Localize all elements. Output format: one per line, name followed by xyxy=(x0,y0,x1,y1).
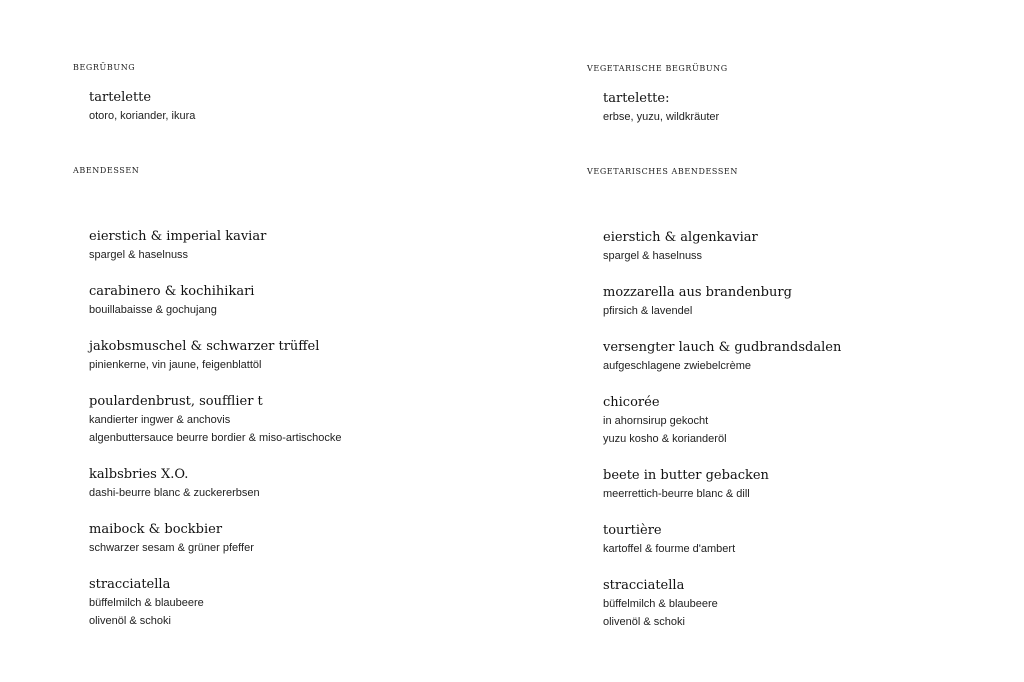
menu-item-name: mozzarella aus brandenburg xyxy=(603,285,792,300)
menu-item-description: schwarzer sesam & grüner pfeffer xyxy=(89,542,254,554)
menu-item-description: yuzu kosho & korianderöl xyxy=(603,433,727,445)
menu-item-name: stracciatella xyxy=(603,578,685,593)
menu-item-description: dashi-beurre blanc & zuckererbsen xyxy=(89,487,260,499)
menu-item-description: kandierter ingwer & anchovis xyxy=(89,414,231,426)
menu-item xyxy=(603,394,727,448)
menu-item-description: pfirsich & lavendel xyxy=(603,305,693,317)
menu-item-name: beete in butter gebacken xyxy=(603,468,769,483)
menu-item-name: jakobsmuschel & schwarzer trüffel xyxy=(89,339,320,354)
menu-item-description: otoro, koriander, ikura xyxy=(89,110,196,122)
section-heading-vegetarian-welcome: VEGETARISCHE BEGRÜBUNG xyxy=(587,64,728,73)
menu-item-name: tourtière xyxy=(603,523,662,538)
menu-item-description: bouillabaisse & gochujang xyxy=(89,304,217,316)
menu-item-name: stracciatella xyxy=(89,577,171,592)
menu-column-right xyxy=(512,0,1024,682)
menu-item-name: tartelette: xyxy=(603,91,670,106)
menu-item-name: eierstich & imperial kaviar xyxy=(89,229,267,244)
menu-item-name: carabinero & kochihikari xyxy=(89,284,255,299)
menu-item-description: büffelmilch & blaubeere xyxy=(89,597,204,609)
menu-item-description: olivenöl & schoki xyxy=(89,615,171,627)
menu-item-description: aufgeschlagene zwiebelcrème xyxy=(603,360,751,372)
menu-item-description: meerrettich-beurre blanc & dill xyxy=(603,488,750,500)
menu-item-name: tartelette xyxy=(89,90,152,105)
menu-item xyxy=(603,229,758,265)
menu-item xyxy=(603,284,792,320)
menu-item-description: pinienkerne, vin jaune, feigenblattöl xyxy=(89,359,262,371)
menu-item xyxy=(89,338,319,374)
section-heading-welcome: BEGRÜBUNG xyxy=(73,63,136,72)
menu-column-left xyxy=(0,0,510,682)
menu-item xyxy=(603,577,718,631)
menu-item-description: algenbuttersauce beurre bordier & miso-artischocke xyxy=(89,432,342,444)
menu-item xyxy=(89,228,266,264)
menu-item xyxy=(89,466,260,502)
menu-item xyxy=(89,393,342,447)
menu-item-description: olivenöl & schoki xyxy=(603,616,685,628)
menu-item-description: spargel & haselnuss xyxy=(603,250,703,262)
menu-item xyxy=(89,521,254,557)
menu-item xyxy=(603,339,841,375)
menu-item-welcome xyxy=(89,89,195,125)
menu-item-name: eierstich & algenkaviar xyxy=(603,230,758,245)
menu-item-name: poulardenbrust, soufflier t xyxy=(89,394,263,409)
menu-item-description: kartoffel & fourme d'ambert xyxy=(603,543,736,555)
menu-item xyxy=(89,576,204,630)
menu-item-description: in ahornsirup gekocht xyxy=(603,415,709,427)
menu-item-name: kalbsbries X.O. xyxy=(89,467,189,482)
menu-item-welcome xyxy=(603,90,719,126)
menu-item-description: büffelmilch & blaubeere xyxy=(603,598,718,610)
menu-item-description: erbse, yuzu, wildkräuter xyxy=(603,111,720,123)
section-heading-dinner: ABENDESSEN xyxy=(73,166,140,175)
section-heading-vegetarian-dinner: VEGETARISCHES ABENDESSEN xyxy=(587,167,738,176)
menu-item-description: spargel & haselnuss xyxy=(89,249,189,261)
menu-item xyxy=(603,522,735,558)
menu-item xyxy=(89,283,254,319)
menu-item xyxy=(603,467,769,503)
menu-item-name: versengter lauch & gudbrandsdalen xyxy=(603,340,842,355)
menu-item-name: chicorée xyxy=(603,395,660,410)
menu-item-name: maibock & bockbier xyxy=(89,522,223,537)
